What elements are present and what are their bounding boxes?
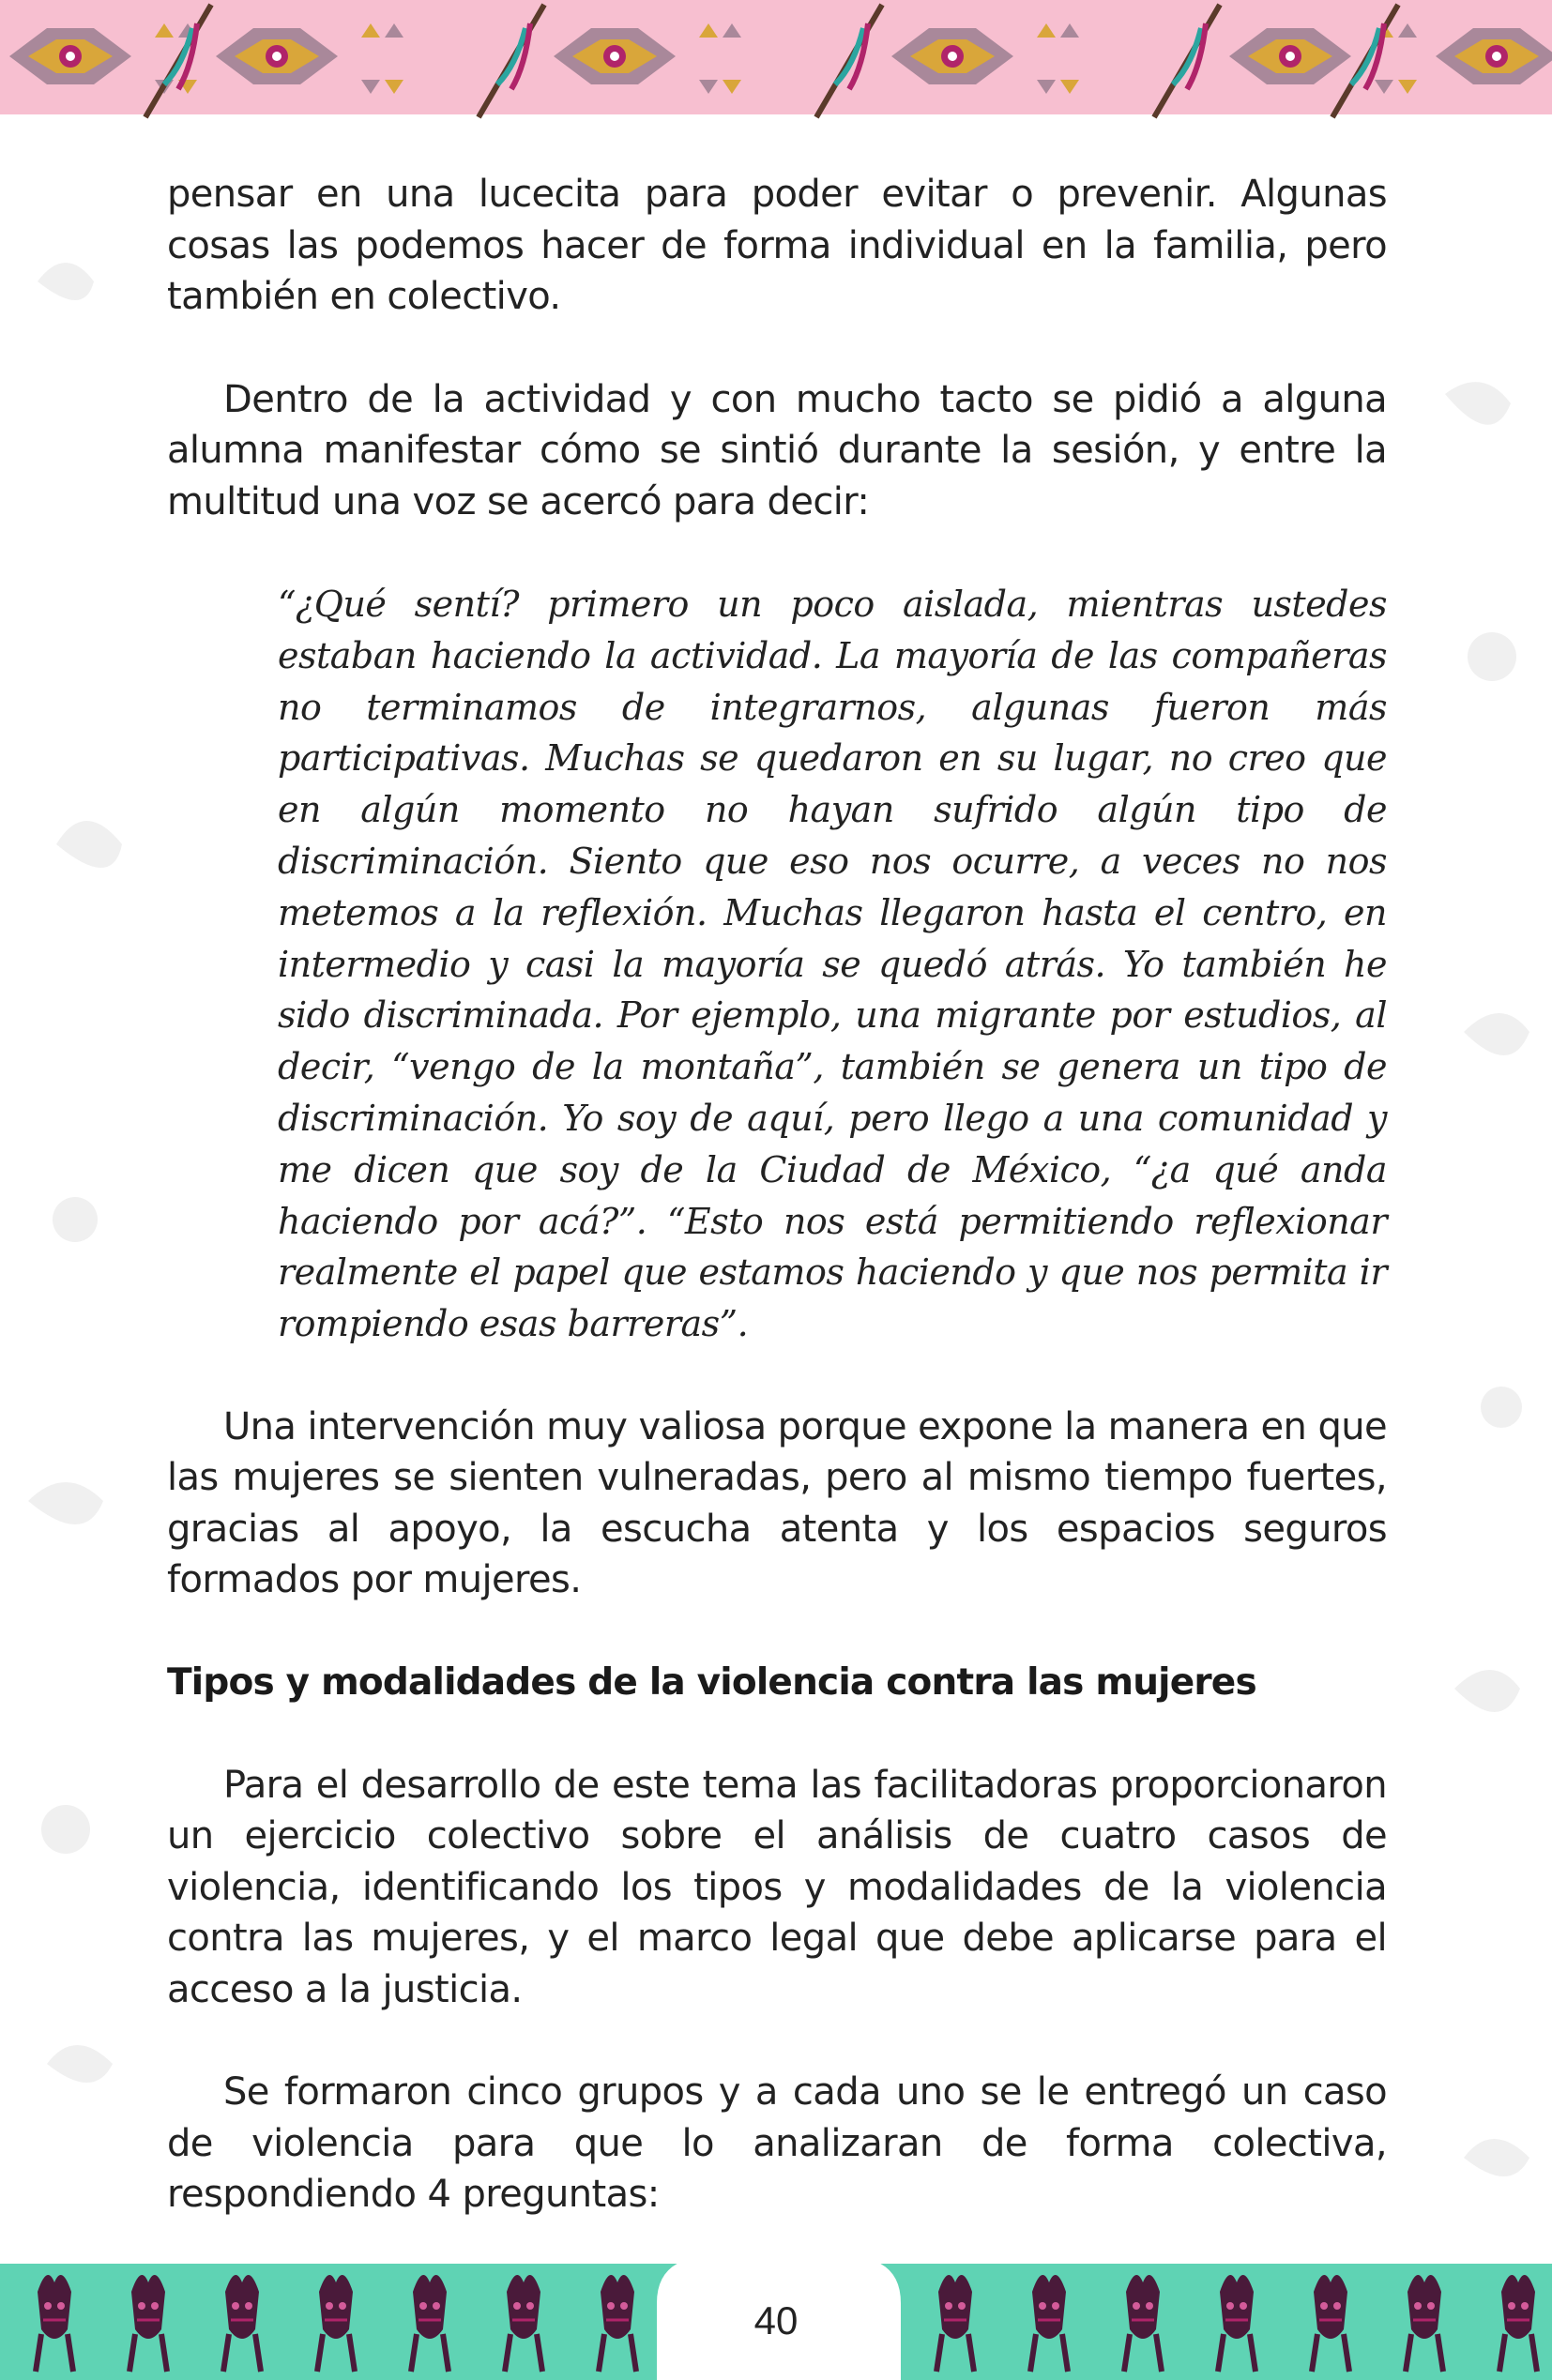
paragraph: pensar en una lucecita para poder evitar o prevenir. Algunas cosas las podemos hacer de forma individual en la familia, pero también en colectivo. xyxy=(167,173,1387,318)
top-decorative-band xyxy=(0,0,1552,122)
page-number: 40 xyxy=(753,2298,799,2342)
paragraph: Para el desarrollo de este tema las facilitadoras proporcionaron un ejercicio colectivo sobre el análisis de cuatro casos de violencia, identificando los tipos y modalidades de la violencia contra las mujeres, y el marco legal que debe aplicarse para el acceso a la justicia. xyxy=(167,1763,1387,2011)
paragraph: Dentro de la actividad y con mucho tacto se pidió a alguna alumna manifestar cómo se sintió durante la sesión, y entre la multitud una voz se acercó para decir: xyxy=(167,377,1387,523)
page-content xyxy=(167,169,1387,2272)
section-heading: Tipos y modalidades de la violencia contra las mujeres xyxy=(167,1660,1256,1704)
paragraph: Una intervención muy valiosa porque expone la manera en que las mujeres se sienten vulneradas, pero al mismo tiempo fuertes, gracias al apoyo, la escucha atenta y los espacios seguros formados por mujeres. xyxy=(167,1404,1387,1602)
block-quote: “¿Qué sentí? primero un poco aislada, mientras ustedes estaban haciendo la actividad. La mayoría de las compañeras no terminamos de integrarnos, algunas fueron más participativas. Muchas se quedaron en su lugar, no creo que en algún momento no hayan sufrido algún tipo de discriminación. Siento que eso nos ocurre, a veces no nos metemos a la reflexión. Muchas llegaron hasta el centro, en intermedio y casi la mayoría se quedó atrás. Yo también he sido discriminada. Por ejemplo, una migrante por estudios, al decir, “vengo de la montaña”, también se genera un tipo de discriminación. Yo soy de aquí, pero llego a una comunidad y me dicen que soy de la Ciudad de México, “¿a qué anda haciendo por acá?”. “Esto nos está permitiendo reflexionar realmente el papel que estamos haciendo y que nos permita ir rompiendo esas barreras”. xyxy=(278,584,1387,1345)
paragraph: Se formaron cinco grupos y a cada uno se le entregó un caso de violencia para que lo analizaran de forma colectiva, respondiendo 4 preguntas: xyxy=(167,2070,1387,2217)
